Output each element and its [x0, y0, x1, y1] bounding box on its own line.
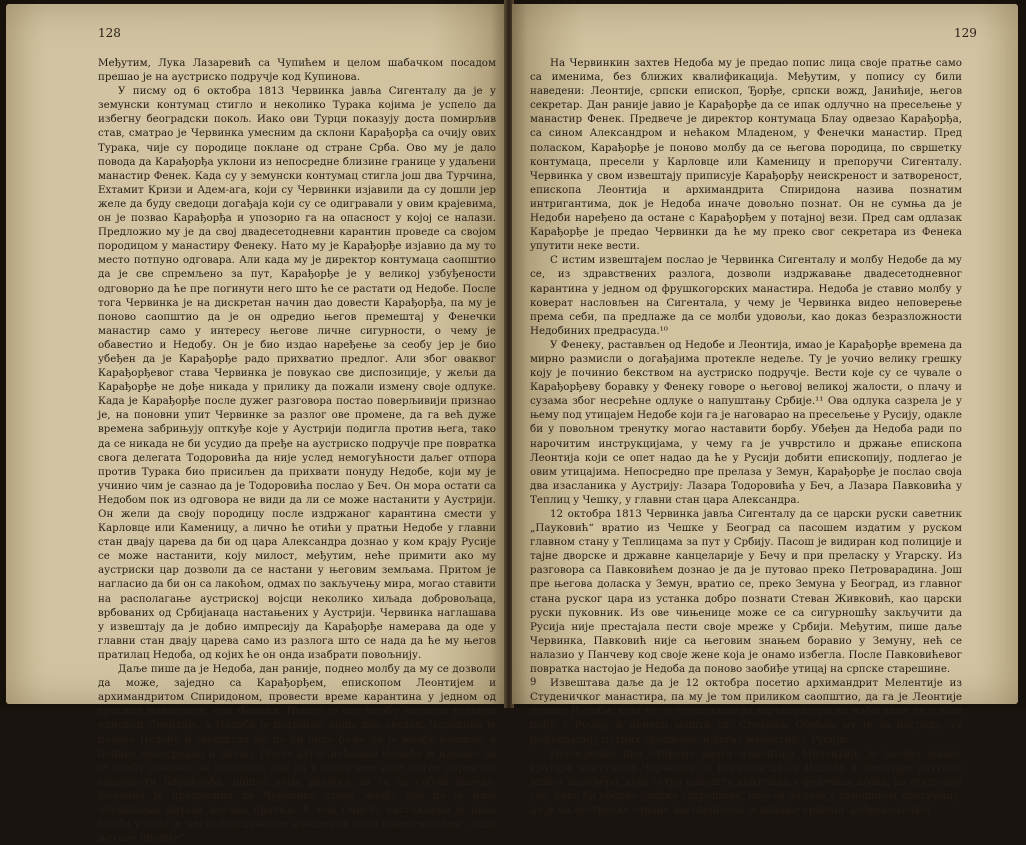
- paragraph: Међутим, Лука Лазаревић са Чупићем и целом шабачком посадом прешао је на аустриско подручје код Купинова.: [98, 57, 496, 84]
- paragraph: Непосредно пре отпремe овога извештаја Мелентије је послао једног вратара контумаца Червинки са поруком да су Недоба и Леонтије упутили једног калуђера, који сутра напушта контумац у фенечкој шуми, да предузме све, како би убедио српске старешине, које се налазе у тамошњем контумацу, да је од аустриске стране наговештено оснивање српског добровољачког: [530, 747, 962, 816]
- paragraph: У писму од 6 октобра 1813 Червинка јавља Сигенталу да је у земунски контумац стигло и неколико Турака којима је успело да избегну београдски покољ. Иако ови Турци показују доста помирљив став, сматрао је Червинка умесним да склони Карађорђа са очију ових Турака, чије су породице поклане од стране Срба. Ово му је дало повода да Карађорђа уклони из непосредне близине границе у удаљени манастир Фенек. Када су у земунски контумац стигла још два Турчина, Ехтамит Кризи и Адем-ага, који су Червинки изјавили да су дошли јер желе да буду сведоци догађаја који су се одигравали у овим крајевима, он је позвао Карађорђа и упозорио га на опасност у којој се налази. Предложио му је да свој двадесетодневни карантин проведе са својом породицом у манастиру Фенеку. Нато му је Карађорђе изјавио да му то место потпуно одговара. Али када му је директор контумаца саопштио да је све спремљено за пут, Карађорђе је у великој узбуђености одговорио да ће пре погинути него што ће се растати од Недобе. После тога Червинка је на дискретан начин дао довести Карађорђа, па му је поново саопштио да је он одредио његов премештај у Фенечки манастир само у интересу његове личне сигурности, о чему је обавестио и Недобу. Он је био издао наређење за сеобу јер је био убеђен да је Карађорђе радо прихватио предлог. Али због оваквог Карађорђевог става Червинка је повукао све диспозиције, у жељи да Карађорђе не дође никада у прилику да пожали измену своје одлуке. Када је Карађорђе после дужег разговора постао поверљивији признао је, на поновни упит Червинке за разлог ове промене, да га већ дуже времена забрињују опткуђе које у Аустрији подигла против њега, тако да се никада не би усудио да пређе на аустриско подручје пре повратка свога делегата Тодоровића да није услед немогућности даљег отпора против Турака био присиљен да прихвати понуду Недобе, који му је учинио чим је сазнао да је Тодоровића послао у Беч. Он мора остати са Недобом пок из одговора не види да ли се може настанити у Аустрији. Он жели да своју породицу после издржаног карантина смести у Карловце или Каменицу, а лично ће отићи у пратњи Недобе у главни стан двају царева да би од цара Александра дознао у ком крају Русије се може настанити, коју милост, међутим, неће примити ако му аустриски цар дозволи да се настани у његовим земљама. Притом је нагласио да би он са лакоћом, одмах по закључењу мира, могао ставити на располагање аустриској војсци неколико хиљада добровољаца, врбованих од Србијанаца настањених у Аустрији. Червинка наглашава у извештају да је добио импресију да Карађорђе намерава да оде у главни стан двају царева само из разлога што се нада да ће му његов пратилац Недоба, од којих ће он онда изабрати повољнију.: [98, 85, 496, 661]
- left-page-text: [98, 56, 496, 845]
- left-page: [6, 4, 506, 845]
- paragraph: У Фенеку, растављен од Недобе и Леонтија, имао је Карађорђе времена да мирно размисли о догађајима протекле недеље. Ту је уочио велику грешку коју је починио бекством на аустриско подручје. Вести које су се чувале о Карађорђеву боравку у Фенеку говоре о његовој великој жалости, о плачу и сузама због несрећне одлуке о напуштању Србије.¹¹ Ова одлука сазрела је у њему под утицајем Недобе који га је наговарао на пресељење у Русију, одакле би у повољном тренутку могао наставити борбу. Убеђен да Недоба ради по нарочитим инструкцијама, у чему га је учврстило и држање епископа Леонтија који се опет надао да ће у Русији добити епископију, подлегао је овим утицајима. Непосредно пре прелаза у Земун, Карађорђе је послао своја два изасланика у Аустрију: Лазара Тодоровића у Беч, а Лазара Павковића у Теплиц у Чешку, у главни стан цара Александра.: [530, 338, 962, 506]
- page-number-left: 128: [98, 26, 121, 40]
- paragraph: Извештава даље да је 12 октобра посетио архимандрит Мелентије из Студеничког манастира, па му је том приликом саопштио, да га је Леонтије позвао Недоби, који му је предложио да наговори српске избеглице да с њим пођу у Русију и понеси мошти св. Стефана. Обећан му је за награду, уз рефундацију путних трошкова, и богат манастир у Русији.: [530, 677, 962, 746]
- right-page-text: [530, 56, 962, 817]
- paragraph: На Червинкин захтев Недоба му је предао попис лица своје пратње само са именима, без ближих квалификација. Међутим, у попису су били наведени: Леонтије, српски епископ, Ђорђе, српски вожд, Јанићије, његов секретар. Дан раније јавио је Карађорђе да се ипак одлучно на пресељење у манастир Фенек. Предвече је директор контумаца Блау одвезао Карађорђа, са сином Александром и нећаком Младеном, у Фенечки манастир. Пред поласком, Карађорђе је поново молбу да се његова породица, по свршетку контумаца, пресели у Карловце или Каменицу и препоручи Сигенталу. Червинка у свом извештају приписује Карађорђу неискреност и затвореност, епископа Леонтија и архимандрита Спиридона назива познатим интригантима, док је Недоба иначе довољно познат. Он не сумња да је Недоби наређено да остане с Карађорђем у потајној вези. Пред сам одлазак Карађорђе је предао Червинки да ће му преко свог секретара из Фенека упутити неке вести.: [530, 57, 962, 253]
- page-number-right: 129: [954, 26, 977, 40]
- right-page: [512, 4, 1018, 816]
- signature-mark: 9: [530, 677, 537, 688]
- paragraph: 12 октобра 1813 Червинка јавља Сигенталу да се царски руски саветник „Пауковић“ вратио из Чешке у Београд са пасошем издатим у руском главном стану у Теплицама за пут у Србију. Пасош је видиран код полиције и тајне дворске и државне канцеларије у Бечу и при преласку у Угарску. Из разговора са Павковићем дознао је да је путовао преко Петроварадина. Још пре његова доласка у Земун, вратио се, преко Земуна у Београд, из главног стана руског цара из устанка добро познати Стеван Живковић, као царски руски пуковник. Из ове чињенице може се са сигурношћу закључити да Русија није престајала пести своје мреже у Србији. Међутим, пише даље Червинка, Павковић није са његовим знањем боравио у Земуну, нећ се налазио у Панчеву код своје жене која је онамо избегла. После Павковићевог повратка настојао је Недоба да поново заобиђе утицај на српске старешине.: [530, 508, 962, 676]
- paragraph: С истим извештајем послао је Червинка Сигенталу и молбу Недобе да му се, из здравствених разлога, дозволи издржавање двадесетодневног карантина у једном од фрушкогорских манастира. Недоба је ставио молбу у коверат насловљен на Сигентала, у чему је Червинка видео неповерење према себи, па предлаже да се молби удовољи, као доказ безразложности Недобиних предрасуда.¹⁰: [530, 254, 962, 337]
- paragraph: Даље пише да је Недоба, дан раније, поднео молбу да му се дозволи да може, заједно са Карађорђем, епископом Леонтијем и архимандритом Спиридоном, провести време карантина у једном од српских манастира, сем Фенека. Пошто је ову молбу написао уствари епископ Леонтије, а Недоба је потписао више као сведок, Червинка је позвао Недобу и саопштио му да би било боље да је молбу написао и поднео непосредно и лично. После дугог нећкања Недоба је изјавио да је молбу стварно он саставио, али да у својој име није могао директно споменути Карађорђа, пошто нема разлога да га са собом поведе. Коначно је предложио да Червинка стави молбу као да је њим обухваћена читава његова пратња. У том смислу састављена је нова молба у којој је место појединачно наведених лица наведено само „лица његове пратње“.: [98, 663, 496, 845]
